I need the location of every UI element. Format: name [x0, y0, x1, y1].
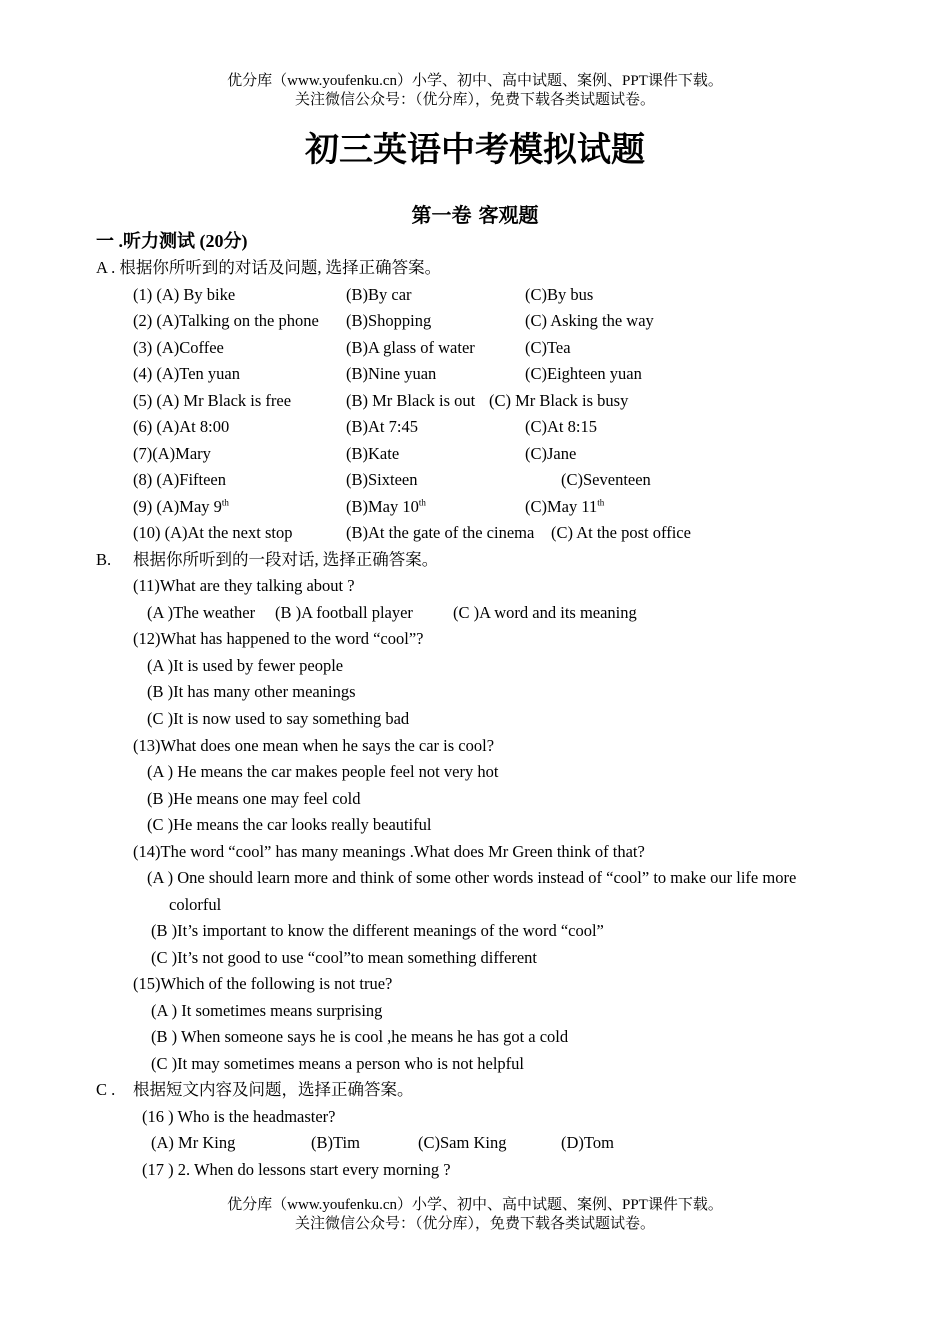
question-5-option-c: (C) Mr Black is busy	[489, 391, 629, 410]
page-subtitle: 第一卷 客观题	[411, 203, 539, 227]
question-9-option-a-text: (9) (A)May 9	[133, 497, 222, 516]
question-13-option-c: (C )He means the car looks really beautiful	[147, 815, 432, 834]
question-16-option-a: (A) Mr King	[151, 1133, 236, 1152]
question-14-option-c: (C )It’s not good to use “cool”to mean something different	[151, 948, 537, 967]
question-4-option-a: (4) (A)Ten yuan	[133, 364, 240, 383]
question-8-option-b: (B)Sixteen	[346, 470, 418, 489]
question-10-option-a: (10) (A)At the next stop	[133, 523, 293, 542]
question-6-option-a: (6) (A)At 8:00	[133, 417, 230, 436]
question-9-option-c-text: (C)May 11	[525, 497, 598, 516]
question-12-option-b: (B )It has many other meanings	[147, 682, 356, 701]
part-c-instruction: 根据短文内容及问题，选择正确答案。	[133, 1080, 414, 1099]
question-2-option-b: (B)Shopping	[346, 311, 432, 330]
question-11-option-c: (C )A word and its meaning	[453, 603, 637, 622]
question-9-option-a-sup: th	[221, 497, 229, 508]
question-5-option-a: (5) (A) Mr Black is free	[133, 391, 292, 410]
question-16: (16 ) Who is the headmaster?	[142, 1107, 336, 1126]
question-12: (12)What has happened to the word “cool”?	[133, 629, 424, 648]
question-4-option-b: (B)Nine yuan	[346, 364, 437, 383]
question-15-option-a: (A ) It sometimes means surprising	[151, 1001, 383, 1020]
question-2-option-c: (C) Asking the way	[525, 311, 654, 330]
part-a-instruction: A . 根据你所听到的对话及问题, 选择正确答案。	[96, 258, 442, 277]
question-9-option-a	[133, 496, 229, 518]
question-13: (13)What does one mean when he says the car is cool?	[133, 736, 495, 755]
question-9-option-c	[525, 496, 604, 518]
question-14-option-b: (B )It’s important to know the different meanings of the word “cool”	[151, 921, 604, 940]
question-3-option-a: (3) (A)Coffee	[133, 338, 224, 357]
part-b-instruction: 根据你所听到的一段对话, 选择正确答案。	[133, 550, 439, 569]
page-title: 初三英语中考模拟试题	[305, 130, 645, 170]
question-3-option-b: (B)A glass of water	[346, 338, 475, 357]
question-14: (14)The word “cool” has many meanings .What does Mr Green think of that?	[133, 842, 645, 861]
question-15: (15)Which of the following is not true?	[133, 974, 393, 993]
section-heading-listening: 一 .听力测试 (20分)	[96, 231, 248, 251]
question-5-option-b: (B) Mr Black is out	[346, 391, 476, 410]
part-c-label: C .	[96, 1080, 116, 1099]
question-13-option-b: (B )He means one may feel cold	[147, 789, 361, 808]
question-12-option-a: (A )It is used by fewer people	[147, 656, 344, 675]
footer-line-2: 关注微信公众号：（优分库），免费下载各类试题试卷。	[294, 1216, 655, 1232]
question-8-option-c: (C)Seventeen	[561, 470, 651, 489]
question-6-option-b: (B)At 7:45	[346, 417, 418, 436]
question-6-option-c: (C)At 8:15	[525, 417, 597, 436]
footer-line-1: 优分库（www.youfenku.cn）小学、初中、高中试题、案例、PPT课件下载。	[227, 1197, 723, 1213]
question-15-option-b: (B ) When someone says he is cool ,he means he has got a cold	[151, 1027, 569, 1046]
question-3-option-c: (C)Tea	[525, 338, 571, 357]
question-7-option-a: (7)(A)Mary	[133, 444, 211, 463]
question-1-option-b: (B)By car	[346, 285, 412, 304]
question-16-option-d: (D)Tom	[561, 1133, 614, 1152]
question-10-option-b: (B)At the gate of the cinema	[346, 523, 535, 542]
question-15-option-c: (C )It may sometimes means a person who is not helpful	[151, 1054, 525, 1073]
question-11-option-b: (B )A football player	[275, 603, 413, 622]
question-11: (11)What are they talking about ?	[133, 576, 355, 595]
question-9-option-b-text: (B)May 10	[346, 497, 419, 516]
question-7-option-c: (C)Jane	[525, 444, 577, 463]
part-b-label: B.	[96, 550, 112, 569]
question-7-option-b: (B)Kate	[346, 444, 400, 463]
header-line-2: 关注微信公众号：（优分库），免费下载各类试题试卷。	[294, 92, 655, 108]
question-8-option-a: (8) (A)Fifteen	[133, 470, 227, 489]
question-9-option-b	[346, 496, 426, 518]
question-4-option-c: (C)Eighteen yuan	[525, 364, 642, 383]
question-16-option-b: (B)Tim	[311, 1133, 360, 1152]
question-14-option-a: (A ) One should learn more and think of some other words instead of “cool” to make our life more	[147, 868, 797, 887]
header-line-1: 优分库（www.youfenku.cn）小学、初中、高中试题、案例、PPT课件下载。	[227, 73, 723, 89]
question-10-option-c: (C) At the post office	[551, 523, 691, 542]
question-1-option-c: (C)By bus	[525, 285, 594, 304]
question-14-option-a-cont: colorful	[169, 895, 222, 914]
question-9-option-b-sup: th	[418, 497, 426, 508]
question-13-option-a: (A ) He means the car makes people feel not very hot	[147, 762, 499, 781]
question-11-option-a: (A )The weather	[147, 603, 256, 622]
question-12-option-c: (C )It is now used to say something bad	[147, 709, 410, 728]
question-9-option-c-sup: th	[597, 497, 605, 508]
question-16-option-c: (C)Sam King	[418, 1133, 507, 1152]
question-1-option-a: (1) (A) By bike	[133, 285, 236, 304]
question-2-option-a: (2) (A)Talking on the phone	[133, 311, 319, 330]
question-17: (17 ) 2. When do lessons start every morning ?	[142, 1160, 451, 1179]
